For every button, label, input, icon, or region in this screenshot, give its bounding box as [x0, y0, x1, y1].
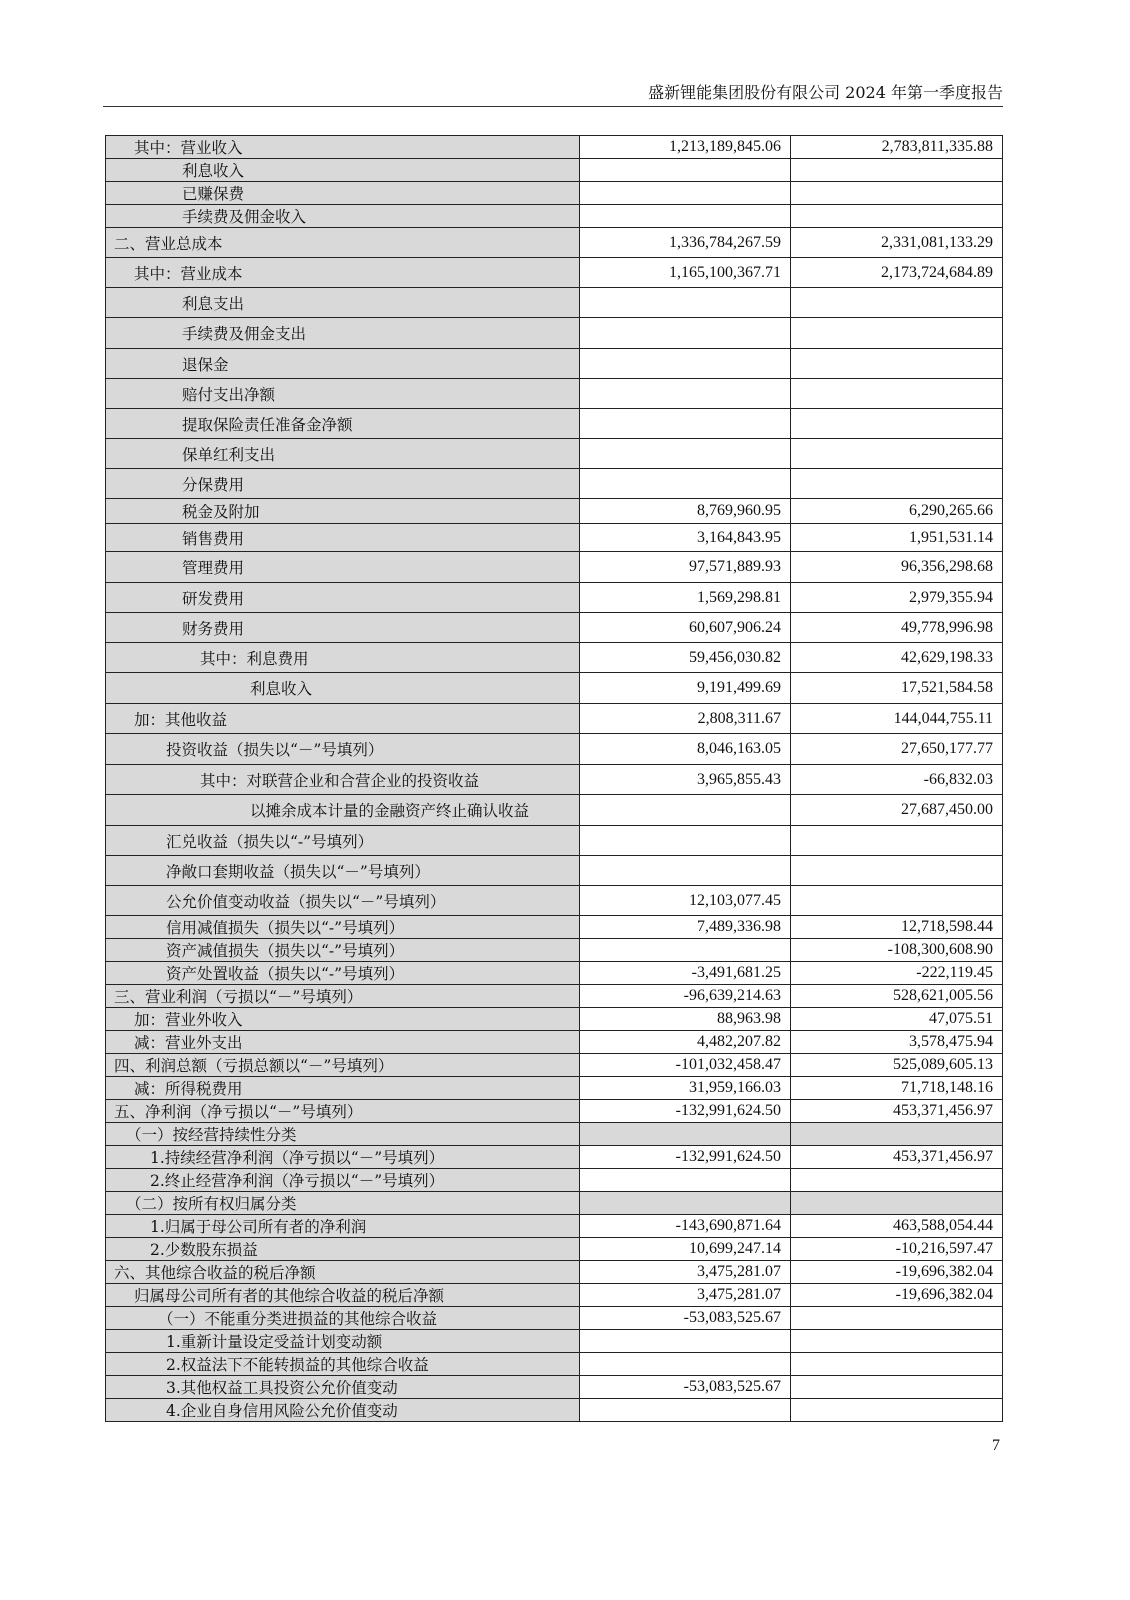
- current-period-value: -143,690,871.64: [580, 1215, 791, 1238]
- previous-period-value: [791, 469, 1003, 499]
- row-label: 三、营业利润（亏损以“－”号填列）: [106, 985, 580, 1008]
- table-row: [106, 439, 1003, 469]
- previous-period-value: 49,778,996.98: [791, 613, 1003, 643]
- previous-period-value: [791, 159, 1003, 182]
- current-period-value: [580, 1192, 791, 1215]
- previous-period-value: [791, 379, 1003, 409]
- row-label: 2.少数股东损益: [106, 1238, 580, 1261]
- row-label: （二）按所有权归属分类: [106, 1192, 580, 1215]
- row-label: 3.其他权益工具投资公允价值变动: [106, 1376, 580, 1399]
- row-label: 四、利润总额（亏损总额以“－”号填列）: [106, 1054, 580, 1077]
- table-row: [106, 499, 1003, 524]
- table-row: [106, 985, 1003, 1008]
- previous-period-value: [791, 318, 1003, 349]
- previous-period-value: [791, 205, 1003, 228]
- row-label: 加：其他收益: [106, 704, 580, 734]
- table-row: [106, 1077, 1003, 1100]
- table-row: [106, 962, 1003, 985]
- current-period-value: -132,991,624.50: [580, 1100, 791, 1123]
- table-row: [106, 939, 1003, 962]
- table-row: [106, 1100, 1003, 1123]
- current-period-value: [580, 1353, 791, 1376]
- table-row: [106, 1330, 1003, 1353]
- current-period-value: [580, 1399, 791, 1422]
- row-label: 资产处置收益（损失以“-”号填列）: [106, 962, 580, 985]
- previous-period-value: 42,629,198.33: [791, 643, 1003, 673]
- table-row: [106, 1307, 1003, 1330]
- current-period-value: [580, 182, 791, 205]
- table-row: [106, 795, 1003, 826]
- current-period-value: 3,965,855.43: [580, 765, 791, 795]
- previous-period-value: [791, 1353, 1003, 1376]
- row-label: 信用减值损失（损失以“-”号填列）: [106, 916, 580, 939]
- row-label: 资产减值损失（损失以“-”号填列）: [106, 939, 580, 962]
- row-label: 手续费及佣金支出: [106, 318, 580, 349]
- table-row: [106, 552, 1003, 583]
- report-header-title: 盛新锂能集团股份有限公司 2024 年第一季度报告: [648, 83, 1003, 102]
- table-row: [106, 409, 1003, 439]
- table-row: [106, 1261, 1003, 1284]
- current-period-value: [580, 288, 791, 318]
- table-row: [106, 704, 1003, 734]
- current-period-value: 3,475,281.07: [580, 1284, 791, 1307]
- header-divider: [103, 106, 1003, 107]
- previous-period-value: -19,696,382.04: [791, 1261, 1003, 1284]
- table-row: [106, 583, 1003, 613]
- current-period-value: 3,164,843.95: [580, 524, 791, 552]
- table-row: [106, 765, 1003, 795]
- row-label: 保单红利支出: [106, 439, 580, 469]
- current-period-value: [580, 349, 791, 379]
- previous-period-value: 12,718,598.44: [791, 916, 1003, 939]
- previous-period-value: [791, 288, 1003, 318]
- current-period-value: 1,165,100,367.71: [580, 258, 791, 288]
- row-label: 手续费及佣金收入: [106, 205, 580, 228]
- current-period-value: [580, 856, 791, 886]
- table-row: [106, 1238, 1003, 1261]
- previous-period-value: [791, 856, 1003, 886]
- row-label: 公允价值变动收益（损失以“－”号填列）: [106, 886, 580, 916]
- row-label: 已赚保费: [106, 182, 580, 205]
- previous-period-value: -10,216,597.47: [791, 1238, 1003, 1261]
- row-label: 利息收入: [106, 159, 580, 182]
- previous-period-value: [791, 1123, 1003, 1146]
- table-row: [106, 159, 1003, 182]
- previous-period-value: [791, 886, 1003, 916]
- current-period-value: [580, 379, 791, 409]
- previous-period-value: 47,075.51: [791, 1008, 1003, 1031]
- previous-period-value: -66,832.03: [791, 765, 1003, 795]
- table-row: [106, 1215, 1003, 1238]
- table-row: [106, 182, 1003, 205]
- row-label: 研发费用: [106, 583, 580, 613]
- current-period-value: 3,475,281.07: [580, 1261, 791, 1284]
- previous-period-value: 6,290,265.66: [791, 499, 1003, 524]
- current-period-value: 8,046,163.05: [580, 734, 791, 765]
- current-period-value: 9,191,499.69: [580, 673, 791, 704]
- table-row: [106, 469, 1003, 499]
- previous-period-value: [791, 1192, 1003, 1215]
- row-label: 减：所得税费用: [106, 1077, 580, 1100]
- row-label: 利息支出: [106, 288, 580, 318]
- table-row: [106, 856, 1003, 886]
- current-period-value: [580, 826, 791, 856]
- current-period-value: 8,769,960.95: [580, 499, 791, 524]
- current-period-value: -101,032,458.47: [580, 1054, 791, 1077]
- current-period-value: -53,083,525.67: [580, 1376, 791, 1399]
- current-period-value: [580, 318, 791, 349]
- table-row: [106, 1192, 1003, 1215]
- current-period-value: 59,456,030.82: [580, 643, 791, 673]
- row-label: 财务费用: [106, 613, 580, 643]
- row-label: 税金及附加: [106, 499, 580, 524]
- row-label: 1.重新计量设定受益计划变动额: [106, 1330, 580, 1353]
- previous-period-value: -19,696,382.04: [791, 1284, 1003, 1307]
- previous-period-value: 3,578,475.94: [791, 1031, 1003, 1054]
- previous-period-value: [791, 1330, 1003, 1353]
- previous-period-value: 71,718,148.16: [791, 1077, 1003, 1100]
- previous-period-value: 453,371,456.97: [791, 1146, 1003, 1169]
- table-row: [106, 1284, 1003, 1307]
- row-label: 4.企业自身信用风险公允价值变动: [106, 1399, 580, 1422]
- table-row: [106, 258, 1003, 288]
- current-period-value: [580, 939, 791, 962]
- row-label: 以摊余成本计量的金融资产终止确认收益: [106, 795, 580, 826]
- current-period-value: [580, 469, 791, 499]
- table-row: [106, 205, 1003, 228]
- table-row: [106, 1399, 1003, 1422]
- row-label: 汇兑收益（损失以“-”号填列）: [106, 826, 580, 856]
- previous-period-value: 1,951,531.14: [791, 524, 1003, 552]
- previous-period-value: [791, 826, 1003, 856]
- table-row: [106, 916, 1003, 939]
- previous-period-value: [791, 182, 1003, 205]
- row-label: 投资收益（损失以“－”号填列）: [106, 734, 580, 765]
- table-row: [106, 1123, 1003, 1146]
- previous-period-value: -108,300,608.90: [791, 939, 1003, 962]
- previous-period-value: -222,119.45: [791, 962, 1003, 985]
- previous-period-value: 17,521,584.58: [791, 673, 1003, 704]
- table-row: [106, 1169, 1003, 1192]
- row-label: 净敞口套期收益（损失以“－”号填列）: [106, 856, 580, 886]
- current-period-value: 97,571,889.93: [580, 552, 791, 583]
- previous-period-value: 463,588,054.44: [791, 1215, 1003, 1238]
- table-row: [106, 136, 1003, 159]
- table-row: [106, 1353, 1003, 1376]
- row-label: 加：营业外收入: [106, 1008, 580, 1031]
- previous-period-value: 2,783,811,335.88: [791, 136, 1003, 159]
- table-row: [106, 734, 1003, 765]
- current-period-value: [580, 1169, 791, 1192]
- row-label: 提取保险责任准备金净额: [106, 409, 580, 439]
- current-period-value: -132,991,624.50: [580, 1146, 791, 1169]
- row-label: （一）不能重分类进损益的其他综合收益: [106, 1307, 580, 1330]
- row-label: 销售费用: [106, 524, 580, 552]
- current-period-value: 31,959,166.03: [580, 1077, 791, 1100]
- row-label: 二、营业总成本: [106, 228, 580, 258]
- table-row: [106, 673, 1003, 704]
- current-period-value: [580, 1123, 791, 1146]
- row-label: 归属母公司所有者的其他综合收益的税后净额: [106, 1284, 580, 1307]
- row-label: 其中：营业收入: [106, 136, 580, 159]
- row-label: 其中：利息费用: [106, 643, 580, 673]
- table-row: [106, 826, 1003, 856]
- previous-period-value: [791, 439, 1003, 469]
- current-period-value: 12,103,077.45: [580, 886, 791, 916]
- previous-period-value: 2,979,355.94: [791, 583, 1003, 613]
- table-row: [106, 643, 1003, 673]
- previous-period-value: [791, 1399, 1003, 1422]
- table-row: [106, 1054, 1003, 1077]
- current-period-value: [580, 1330, 791, 1353]
- table-row: [106, 318, 1003, 349]
- page-number: 7: [992, 1437, 1000, 1454]
- current-period-value: 88,963.98: [580, 1008, 791, 1031]
- row-label: 赔付支出净额: [106, 379, 580, 409]
- row-label: 减：营业外支出: [106, 1031, 580, 1054]
- table-row: [106, 379, 1003, 409]
- table-row: [106, 613, 1003, 643]
- previous-period-value: [791, 1307, 1003, 1330]
- row-label: 退保金: [106, 349, 580, 379]
- row-label: 利息收入: [106, 673, 580, 704]
- previous-period-value: 96,356,298.68: [791, 552, 1003, 583]
- previous-period-value: 525,089,605.13: [791, 1054, 1003, 1077]
- current-period-value: [580, 159, 791, 182]
- table-row: [106, 1146, 1003, 1169]
- current-period-value: 1,213,189,845.06: [580, 136, 791, 159]
- previous-period-value: 27,687,450.00: [791, 795, 1003, 826]
- row-label: 五、净利润（净亏损以“－”号填列）: [106, 1100, 580, 1123]
- previous-period-value: [791, 349, 1003, 379]
- row-label: 1.归属于母公司所有者的净利润: [106, 1215, 580, 1238]
- table-row: [106, 1008, 1003, 1031]
- row-label: （一）按经营持续性分类: [106, 1123, 580, 1146]
- row-label: 其中：对联营企业和合营企业的投资收益: [106, 765, 580, 795]
- previous-period-value: [791, 1169, 1003, 1192]
- row-label: 1.持续经营净利润（净亏损以“－”号填列）: [106, 1146, 580, 1169]
- table-row: [106, 288, 1003, 318]
- current-period-value: [580, 439, 791, 469]
- previous-period-value: 453,371,456.97: [791, 1100, 1003, 1123]
- row-label: 分保费用: [106, 469, 580, 499]
- current-period-value: -3,491,681.25: [580, 962, 791, 985]
- current-period-value: [580, 409, 791, 439]
- table-row: [106, 228, 1003, 258]
- previous-period-value: [791, 1376, 1003, 1399]
- income-statement-table: [105, 135, 1003, 1422]
- previous-period-value: 528,621,005.56: [791, 985, 1003, 1008]
- table-row: [106, 349, 1003, 379]
- current-period-value: -53,083,525.67: [580, 1307, 791, 1330]
- current-period-value: 7,489,336.98: [580, 916, 791, 939]
- current-period-value: 10,699,247.14: [580, 1238, 791, 1261]
- table-row: [106, 1031, 1003, 1054]
- previous-period-value: 27,650,177.77: [791, 734, 1003, 765]
- previous-period-value: 2,173,724,684.89: [791, 258, 1003, 288]
- current-period-value: -96,639,214.63: [580, 985, 791, 1008]
- row-label: 2.权益法下不能转损益的其他综合收益: [106, 1353, 580, 1376]
- table-row: [106, 886, 1003, 916]
- row-label: 六、其他综合收益的税后净额: [106, 1261, 580, 1284]
- table-row: [106, 524, 1003, 552]
- row-label: 其中：营业成本: [106, 258, 580, 288]
- current-period-value: [580, 795, 791, 826]
- current-period-value: 1,569,298.81: [580, 583, 791, 613]
- current-period-value: 4,482,207.82: [580, 1031, 791, 1054]
- current-period-value: 60,607,906.24: [580, 613, 791, 643]
- row-label: 管理费用: [106, 552, 580, 583]
- table-row: [106, 1376, 1003, 1399]
- current-period-value: 2,808,311.67: [580, 704, 791, 734]
- previous-period-value: 2,331,081,133.29: [791, 228, 1003, 258]
- row-label: 2.终止经营净利润（净亏损以“－”号填列）: [106, 1169, 580, 1192]
- previous-period-value: [791, 409, 1003, 439]
- current-period-value: 1,336,784,267.59: [580, 228, 791, 258]
- current-period-value: [580, 205, 791, 228]
- previous-period-value: 144,044,755.11: [791, 704, 1003, 734]
